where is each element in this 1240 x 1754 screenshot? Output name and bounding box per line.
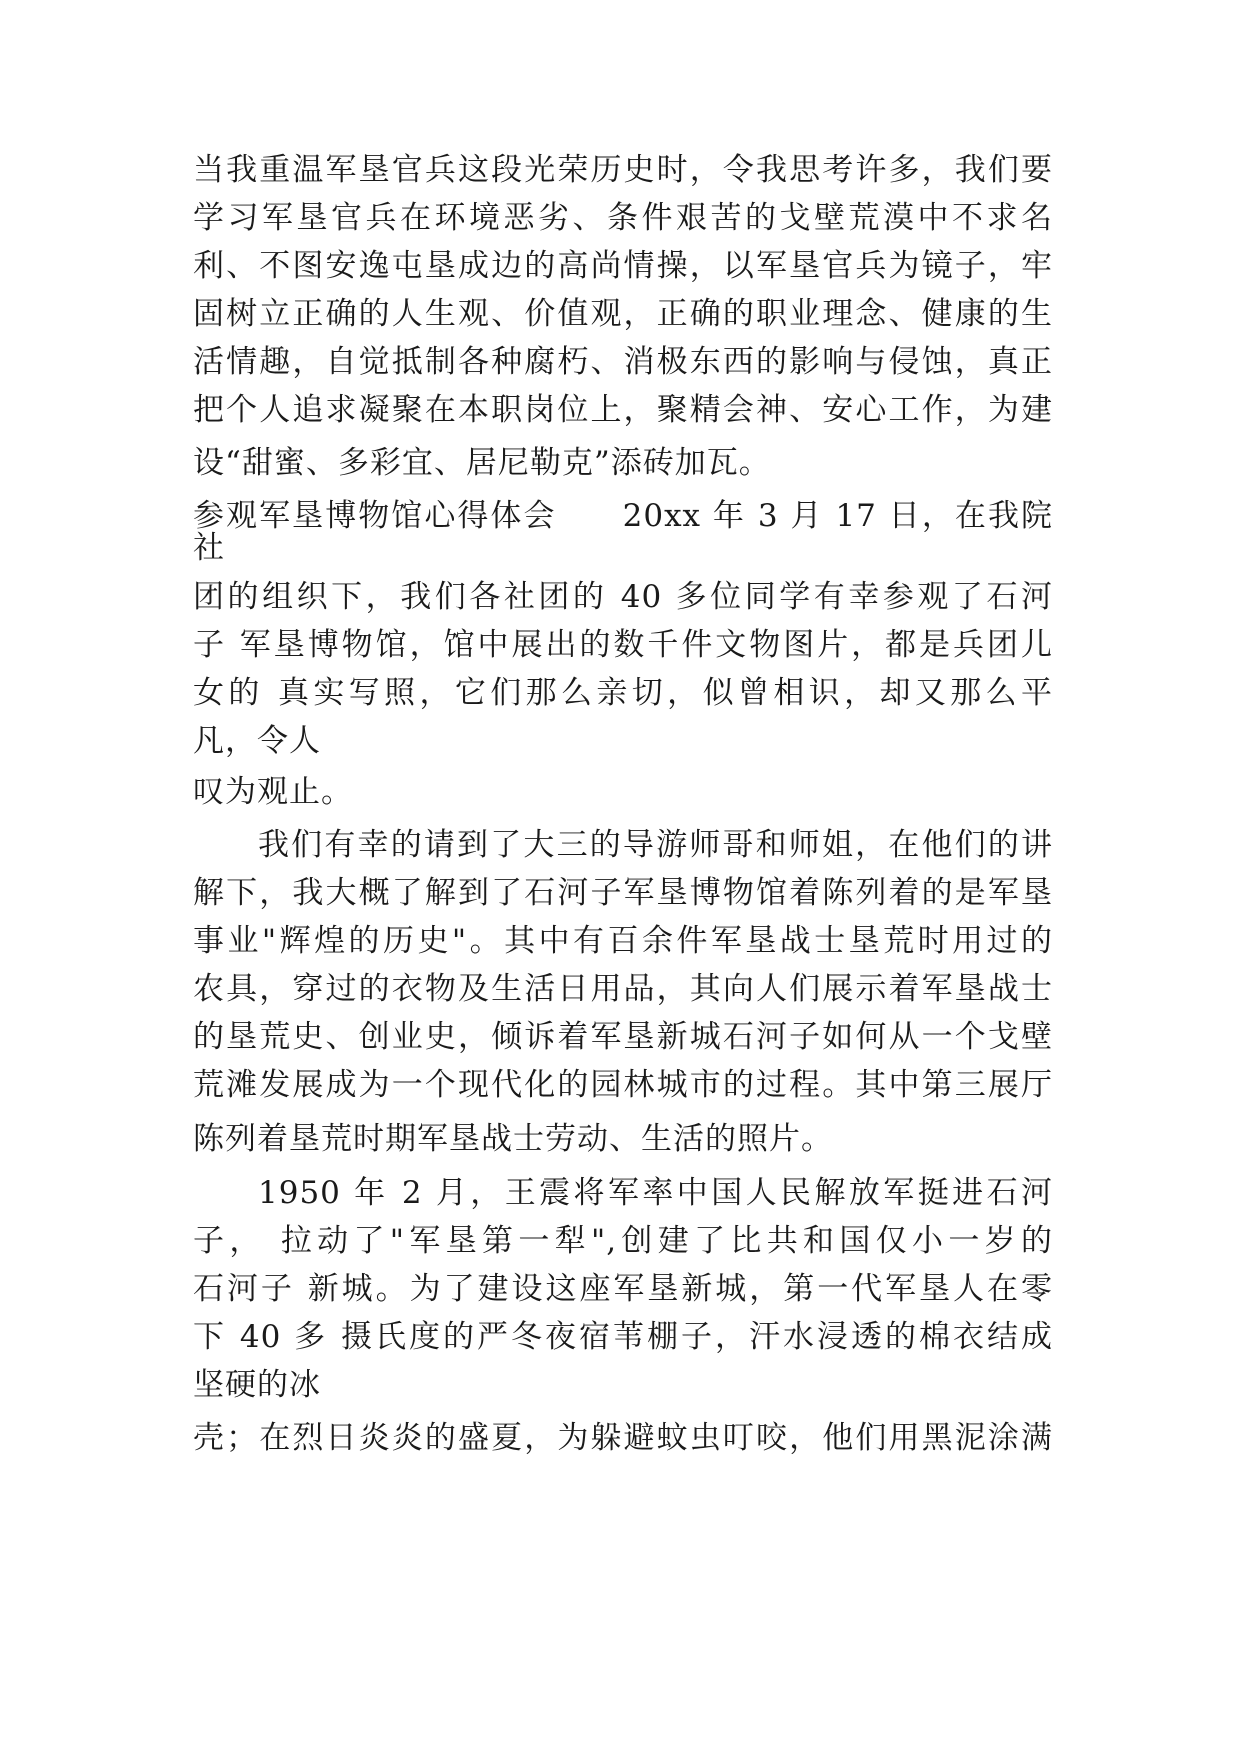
text-line: 荒滩发展成为一个现代化的园林城市的过程。其中第三展厅 — [193, 1067, 1053, 1103]
text-line: 凡，令人 — [193, 723, 321, 759]
text-line: 活情趣，自觉抵制各种腐朽、消极东西的影响与侵蚀，真正 — [193, 344, 1053, 380]
text-line: 的垦荒史、创业史，倾诉着军垦新城石河子如何从一个戈壁 — [193, 1019, 1053, 1055]
text-line: 坚硬的冰 — [193, 1367, 321, 1403]
text-line: 解下，我大概了解到了石河子军垦博物馆着陈列着的是军垦 — [193, 875, 1053, 911]
text-line: 农具，穿过的衣物及生活日用品，其向人们展示着军垦战士 — [193, 971, 1053, 1007]
paragraph-first-line: 我们有幸的请到了大三的导游师哥和师姐，在他们的讲 — [258, 827, 1053, 863]
text-line: 女的 真实写照，它们那么亲切，似曾相识，却又那么平 — [193, 675, 1053, 711]
text-line: 把个人追求凝聚在本职岗位上，聚精会神、安心工作，为建 — [193, 392, 1053, 428]
text-line: 固树立正确的人生观、价值观，正确的职业理念、健康的生 — [193, 296, 1053, 332]
text-line: 下 40 多 摄氏度的严冬夜宿苇棚子，汗水浸透的棉衣结成 — [193, 1319, 1053, 1355]
text-line: 设“甜蜜、多彩宜、居尼勒克”添砖加瓦。 — [193, 445, 771, 481]
paragraph-first-line: 1950 年 2 月，王震将军率中国人民解放军挺进石河 — [258, 1175, 1053, 1211]
text-line: 子， 拉动了"军垦第一犁",创建了比共和国仅小一岁的 — [193, 1223, 1053, 1259]
text-line: 事业"辉煌的历史"。其中有百余件军垦战士垦荒时用过的 — [193, 923, 1053, 959]
text-line: 社 — [193, 530, 225, 566]
text-line: 团的组织下，我们各社团的 40 多位同学有幸参观了石河 — [193, 579, 1053, 615]
section-heading-line: 参观军垦博物馆心得体会 20xx 年 3 月 17 日，在我院 — [193, 498, 1053, 534]
text-line: 利、不图安逸屯垦成边的高尚情操，以军垦官兵为镜子，牢 — [193, 248, 1053, 284]
text-line: 叹为观止。 — [193, 774, 353, 810]
text-line: 子 军垦博物馆，馆中展出的数千件文物图片，都是兵团儿 — [193, 627, 1053, 663]
text-line: 当我重温军垦官兵这段光荣历史时，令我思考许多，我们要 — [193, 152, 1053, 188]
text-line: 陈列着垦荒时期军垦战士劳动、生活的照片。 — [193, 1121, 833, 1157]
text-line: 石河子 新城。为了建设这座军垦新城，第一代军垦人在零 — [193, 1271, 1053, 1307]
text-line: 壳；在烈日炎炎的盛夏，为躲避蚊虫叮咬，他们用黑泥涂满 — [193, 1420, 1053, 1456]
text-line: 学习军垦官兵在环境恶劣、条件艰苦的戈壁荒漠中不求名 — [193, 200, 1053, 236]
